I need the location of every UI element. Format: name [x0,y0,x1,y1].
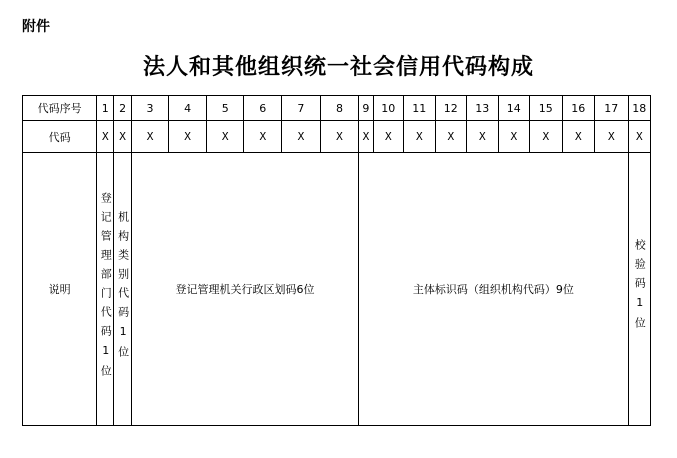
code-cell: X [244,121,282,153]
position-cell-4: 4 [169,96,207,121]
position-cell-12: 12 [435,96,467,121]
position-cell-2: 2 [114,96,131,121]
description-row-label: 说明 [23,153,97,426]
position-cell-17: 17 [595,96,629,121]
code-cell: X [562,121,595,153]
registration-dept-description-cell [97,153,114,426]
code-cell: X [97,121,114,153]
region-code-description: 登记管理机关行政区划码6位 [131,153,359,426]
position-cell-10: 10 [373,96,403,121]
code-cell: X [530,121,563,153]
check-digit-description-cell [628,153,650,426]
code-cell: X [595,121,629,153]
position-cell-16: 16 [562,96,595,121]
position-cell-18: 18 [628,96,650,121]
position-cell-9: 9 [359,96,373,121]
code-cell: X [467,121,499,153]
check-digit-description: 校验码1位 [633,239,647,336]
code-cell: X [404,121,436,153]
code-cell: X [206,121,244,153]
code-cell: X [373,121,403,153]
position-cell-1: 1 [97,96,114,121]
position-cell-6: 6 [244,96,282,121]
position-cell-13: 13 [467,96,499,121]
sequence-row [23,96,651,121]
registration-dept-description: 登记管理部门代码1位 [99,191,113,384]
position-cell-7: 7 [282,96,321,121]
code-cell: X [435,121,467,153]
position-cell-5: 5 [206,96,244,121]
attachment-label: 附件 [22,19,50,35]
position-cell-3: 3 [131,96,169,121]
code-cell: X [498,121,530,153]
code-row-label: 代码 [23,121,97,153]
code-cell: X [169,121,207,153]
sequence-row-label: 代码序号 [23,96,97,121]
position-cell-14: 14 [498,96,530,121]
org-type-description: 机构类别代码1位 [116,210,130,365]
code-cell: X [114,121,131,153]
entity-id-description: 主体标识码（组织机构代码）9位 [359,153,628,426]
code-structure-table [22,95,651,426]
code-cell: X [131,121,169,153]
code-row [23,121,651,153]
description-row [23,153,651,426]
code-cell: X [359,121,373,153]
position-cell-15: 15 [530,96,563,121]
page-title: 法人和其他组织统一社会信用代码构成 [142,55,534,80]
code-cell: X [320,121,359,153]
position-cell-8: 8 [320,96,359,121]
org-type-description-cell [114,153,131,426]
code-cell: X [628,121,650,153]
position-cell-11: 11 [404,96,436,121]
code-cell: X [282,121,321,153]
